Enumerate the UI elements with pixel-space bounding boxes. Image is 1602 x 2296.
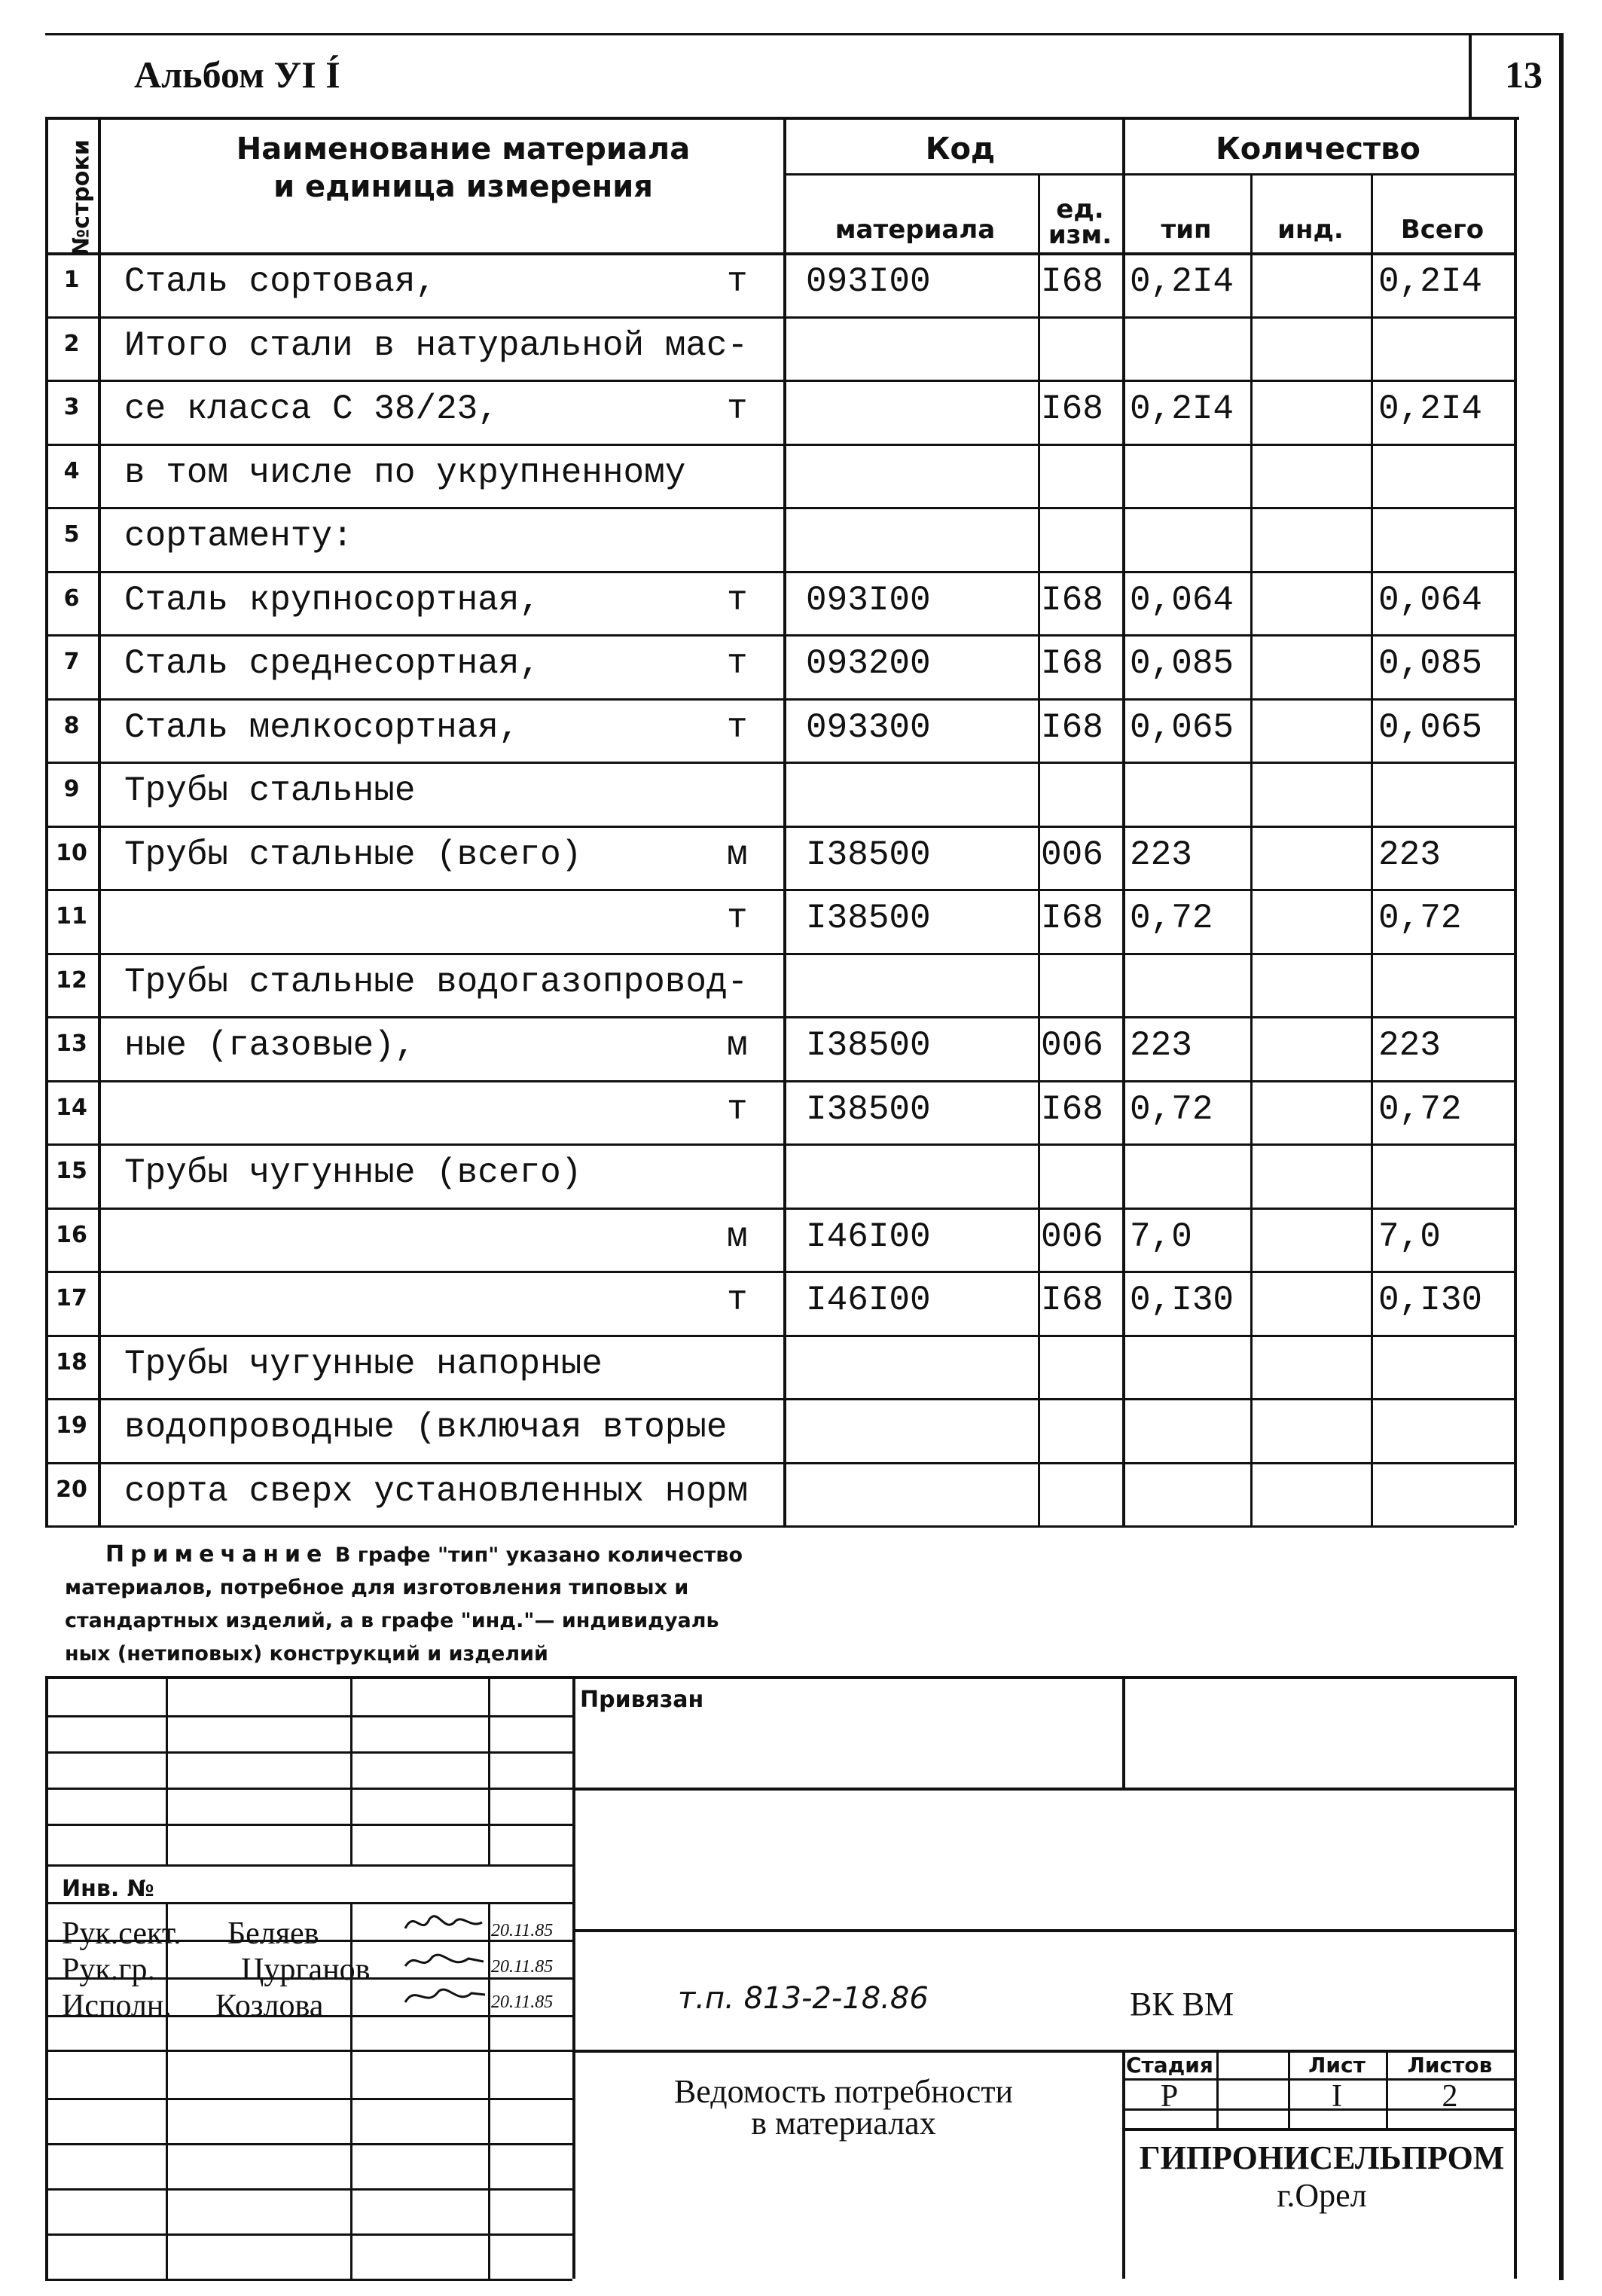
row-number: 17 — [56, 1285, 87, 1311]
code-unit-header: ед. изм. — [1048, 194, 1112, 250]
title-block-line — [45, 1977, 572, 1980]
material-code: 093I00 — [806, 262, 931, 301]
title-block-line — [350, 2050, 352, 2279]
qty-total: 0,72 — [1378, 1089, 1462, 1129]
grid-line — [98, 117, 101, 1525]
title-block-line — [1216, 2050, 1219, 2128]
unit: т — [727, 1281, 748, 1320]
title-block-line — [45, 2143, 572, 2145]
row-number: 16 — [56, 1221, 87, 1248]
page-number: 13 — [1505, 53, 1542, 96]
stage-label: Стадия — [1126, 2053, 1213, 2078]
material-name: Сталь крупносортная, — [124, 580, 541, 620]
material-name: Трубы чугунные (всего) — [124, 1153, 582, 1192]
qty-total: 0,2I4 — [1378, 389, 1483, 429]
row-number: 12 — [56, 966, 87, 994]
date-2: 20.11.85 — [491, 1957, 554, 1977]
row-number: 13 — [56, 1030, 87, 1057]
title-block-line — [45, 1676, 48, 2279]
qty-type: 0,064 — [1130, 580, 1234, 620]
row-number: 7 — [63, 649, 80, 675]
grid-line — [1371, 173, 1373, 1525]
material-name: Трубы стальные (всего) — [124, 835, 582, 875]
grid-line — [45, 634, 1514, 637]
title-block-line — [350, 1676, 352, 1864]
material-code: I46I00 — [806, 1217, 931, 1256]
material-code: I38500 — [806, 835, 931, 875]
qty-type: 0,72 — [1130, 1089, 1213, 1129]
person-3: Козлова — [215, 1989, 324, 2023]
row-number: 10 — [56, 839, 87, 866]
material-name: Сталь сортовая, — [124, 262, 437, 301]
grid-line — [45, 571, 1514, 573]
unit-code: 006 — [1041, 1217, 1103, 1256]
unit: т — [727, 1089, 748, 1129]
qty-type: 0,085 — [1130, 644, 1234, 683]
person-2: Цурганов — [241, 1953, 371, 1987]
title-block-line — [45, 1676, 572, 1678]
row-number: 18 — [56, 1348, 87, 1375]
grid-line — [45, 1525, 1514, 1528]
unit: т — [727, 262, 748, 301]
grid-line — [45, 762, 1514, 764]
title-block-line — [45, 1824, 572, 1826]
title-block-line — [488, 1676, 490, 1864]
row-number: 2 — [63, 330, 80, 357]
unit-code: 006 — [1041, 1026, 1103, 1065]
title-block-line — [166, 1676, 168, 1864]
unit: т — [727, 580, 748, 620]
person-1: Беляев — [227, 1916, 319, 1951]
grid-line — [45, 698, 1514, 701]
title-block-line — [572, 1788, 1514, 1791]
doc-mark: ВК ВМ — [1130, 1986, 1234, 2023]
city: г.Орел — [1277, 2177, 1367, 2214]
row-number-header: №строки — [68, 139, 95, 256]
title-block-line — [488, 2050, 490, 2279]
material-code: 093I00 — [806, 580, 931, 620]
unit-code: 006 — [1041, 835, 1103, 875]
grid-line — [45, 1398, 1514, 1400]
name-header-line2: и единица измерения — [273, 169, 653, 204]
album-label: Альбом УI Í — [134, 53, 340, 96]
grid-line — [1122, 117, 1125, 1525]
material-name: Сталь среднесортная, — [124, 644, 541, 683]
grid-line — [45, 316, 1514, 319]
grid-line — [45, 889, 1514, 891]
grid-line — [45, 117, 48, 1525]
grid-line — [45, 1016, 1514, 1018]
row-number: 19 — [56, 1412, 87, 1439]
grid-line — [1038, 173, 1040, 1525]
unit: т — [727, 899, 748, 938]
qty-type: 223 — [1130, 1026, 1192, 1065]
doc-title-line1: Ведомость потребности — [673, 2073, 1014, 2110]
qty-type: 0,2I4 — [1130, 389, 1234, 429]
qty-total: 223 — [1378, 835, 1441, 875]
date-3: 20.11.85 — [491, 1992, 554, 2012]
material-code: 093200 — [806, 644, 931, 683]
material-code: 093300 — [806, 707, 931, 747]
material-code: I38500 — [806, 1026, 931, 1065]
unit-code: I68 — [1041, 707, 1103, 747]
title-block-line — [1514, 1676, 1517, 2279]
material-code: I38500 — [806, 1089, 931, 1129]
row-number: 3 — [63, 394, 80, 420]
qty-type-header: тип — [1161, 215, 1212, 245]
title-block-line — [45, 1715, 572, 1717]
qty-total: 0,064 — [1378, 580, 1483, 620]
code-header: Код — [925, 132, 996, 166]
material-name: сорта сверх установленных норм — [124, 1471, 749, 1511]
title-block-line — [45, 1940, 572, 1942]
grid-line — [45, 826, 1514, 828]
material-name: се класса С 38/23, — [124, 389, 499, 429]
qty-total: 0,I30 — [1378, 1281, 1483, 1320]
title-block-line — [45, 2188, 572, 2191]
qty-type: 0,I30 — [1130, 1281, 1234, 1320]
note-title: Примечание — [105, 1541, 328, 1568]
unit-code: I68 — [1041, 580, 1103, 620]
material-name: Итого стали в натуральной мас- — [124, 325, 749, 365]
role-3: Исполн. — [62, 1989, 172, 2023]
unit-code: I68 — [1041, 262, 1103, 301]
unit: т — [727, 389, 748, 429]
grid-line — [45, 1208, 1514, 1210]
doc-title-line2: в материалах — [751, 2105, 936, 2142]
stage-value: Р — [1160, 2079, 1179, 2114]
sheet-value: I — [1332, 2079, 1342, 2114]
sheets-label: Листов — [1407, 2053, 1493, 2078]
material-name: Трубы стальные водогазопровод- — [124, 962, 749, 1002]
row-number: 1 — [63, 267, 80, 293]
title-block-line — [488, 1902, 490, 2053]
grid-line — [45, 380, 1514, 382]
unit-code: I68 — [1041, 389, 1103, 429]
title-block-line — [45, 1788, 572, 1790]
material-name: сортаменту: — [124, 517, 353, 556]
qty-type: 7,0 — [1130, 1217, 1192, 1256]
title-block-line — [45, 2233, 572, 2236]
qty-type: 223 — [1130, 835, 1192, 875]
material-name: ные (газовые), — [124, 1026, 416, 1065]
title-block-line — [45, 2015, 572, 2017]
qty-type: 0,2I4 — [1130, 262, 1234, 301]
qty-type: 0,72 — [1130, 899, 1213, 938]
unit: т — [727, 644, 748, 683]
row-number: 15 — [56, 1158, 87, 1184]
qty-total: 0,085 — [1378, 644, 1483, 683]
unit: м — [727, 1026, 748, 1065]
quantity-header: Количество — [1216, 132, 1420, 166]
title-block-line — [45, 1751, 572, 1754]
qty-total: 223 — [1378, 1026, 1441, 1065]
title-block-line — [1122, 2128, 1514, 2131]
material-code: I38500 — [806, 899, 931, 938]
qty-total: 0,2I4 — [1378, 262, 1483, 301]
title-block-line — [45, 1864, 572, 1867]
unit-code: I68 — [1041, 1281, 1103, 1320]
name-header-line1: Наименование материала — [236, 132, 691, 166]
code-material-header: материала — [835, 215, 996, 245]
row-number: 4 — [63, 457, 80, 484]
title-block-line — [45, 2279, 572, 2281]
grid-line — [45, 1143, 1514, 1146]
title-block — [45, 1676, 1519, 2279]
grid-line — [45, 117, 1519, 120]
qty-ind-header: инд. — [1277, 215, 1344, 245]
unit-code: I68 — [1041, 899, 1103, 938]
unit: м — [727, 835, 748, 875]
note-line2: материалов, потребное для изготовления типовых и — [65, 1576, 689, 1599]
page-number-divider — [1469, 33, 1472, 118]
grid-line — [45, 1080, 1514, 1082]
sheet-label: Лист — [1308, 2053, 1366, 2078]
grid-line — [45, 252, 1514, 255]
role-2: Рук.гр. — [62, 1953, 155, 1987]
material-name: водопроводные (включая вторые — [124, 1408, 728, 1447]
title-block-line — [45, 2098, 572, 2100]
inv-label: Инв. № — [62, 1876, 154, 1902]
title-block-line — [572, 2050, 1514, 2053]
signatures — [399, 1906, 490, 2019]
unit-code: I68 — [1041, 1089, 1103, 1129]
grid-line — [45, 953, 1514, 955]
row-number: 9 — [63, 776, 80, 802]
note-line4: ных (нетиповых) конструкций и изделий — [65, 1642, 548, 1666]
title-block-line — [1122, 1676, 1125, 1788]
unit: т — [727, 707, 748, 747]
title-block-line — [1386, 2050, 1388, 2128]
title-block-line — [350, 1902, 352, 2053]
doc-code: т.п. 813-2-18.86 — [678, 1981, 929, 2016]
privyazan-label: Привязан — [580, 1687, 704, 1713]
title-block-line — [1122, 2078, 1514, 2081]
note-text1: В графе "тип" указано количество — [334, 1543, 743, 1567]
qty-total: 7,0 — [1378, 1217, 1441, 1256]
material-name: Трубы чугунные напорные — [124, 1344, 603, 1384]
qty-total: 0,72 — [1378, 899, 1462, 938]
grid-line — [783, 173, 1514, 176]
row-number: 5 — [63, 521, 80, 548]
row-number: 8 — [63, 712, 80, 739]
role-1: Рук.сект. — [62, 1916, 182, 1951]
row-number: 11 — [56, 903, 87, 930]
note-line3: стандартных изделий, а в графе "инд."— индивидуаль — [65, 1609, 719, 1632]
sheets-value: 2 — [1442, 2079, 1458, 2114]
material-code: I46I00 — [806, 1281, 931, 1320]
grid-line — [1514, 117, 1517, 1525]
title-block-line — [572, 1929, 1514, 1932]
row-number: 20 — [56, 1476, 87, 1503]
material-name: Сталь мелкосортная, — [124, 707, 520, 747]
row-number: 14 — [56, 1094, 87, 1121]
row-number: 6 — [63, 585, 80, 612]
title-block-line — [45, 1902, 572, 1904]
materials-table — [45, 117, 1519, 1525]
grid-line — [45, 1462, 1514, 1464]
title-block-line — [1122, 2108, 1514, 2111]
note-line1 — [105, 1541, 743, 1568]
title-block-line — [1122, 2050, 1125, 2279]
grid-line — [45, 1271, 1514, 1273]
material-name: Трубы стальные — [124, 771, 416, 811]
qty-total-header: Всего — [1400, 215, 1485, 245]
material-name: в том числе по укрупненному — [124, 453, 686, 493]
date-1: 20.11.85 — [491, 1921, 554, 1940]
title-block-line — [1288, 2050, 1290, 2128]
title-block-line — [572, 1676, 575, 2279]
grid-line — [1250, 173, 1253, 1525]
unit-code: I68 — [1041, 644, 1103, 683]
title-block-line — [45, 2050, 572, 2052]
organization: ГИПРОНИСЕЛЬПРОМ — [1139, 2139, 1505, 2176]
qty-total: 0,065 — [1378, 707, 1483, 747]
unit: м — [727, 1217, 748, 1256]
grid-line — [45, 507, 1514, 509]
grid-line — [45, 1335, 1514, 1337]
grid-line — [783, 117, 786, 1525]
grid-line — [45, 444, 1514, 446]
title-block-line — [166, 1902, 168, 2053]
title-block-line — [166, 2050, 168, 2279]
qty-type: 0,065 — [1130, 707, 1234, 747]
